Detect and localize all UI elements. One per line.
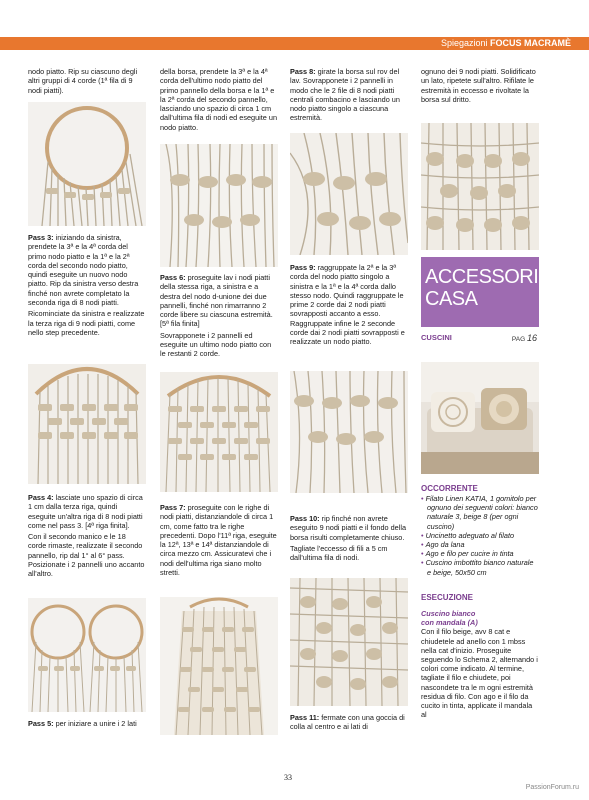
- photo-cushions: [421, 362, 539, 474]
- rows-illustration: [160, 372, 278, 492]
- pass8-label: Pass 8:: [290, 67, 316, 76]
- header-title: FOCUS MACRAMÈ: [490, 38, 571, 48]
- accessori-casa-banner: [421, 257, 539, 327]
- col2-pass6-block: [160, 273, 278, 361]
- pass9-text: raggruppate la 2ª e la 3ª corda del nodo piatto singolo a sinistra e la 1ª e la 4ª corda dallo stesso nodo. Quindi raggruppate le prime 2 corde dai 2 nodi piatti sovrapposti accanto a esso. Raggruppate infine le 2 seconde corde dai 2 nodi piatti sovrapposti e realizzate un nodo piatto.: [290, 263, 405, 347]
- occorrente-list: [421, 494, 539, 577]
- esecuzione-sub2: con mandala (A): [421, 618, 478, 628]
- bottom-knots-illustration: [290, 371, 408, 493]
- photo-rows: [160, 372, 278, 492]
- pass3-text2: Ricominciate da sinistra e realizzate la terza riga di 9 nodi piatti, come nello step precedente.: [28, 309, 145, 337]
- col1-pass4-block: [28, 493, 146, 581]
- pass9-label: Pass 9:: [290, 263, 316, 272]
- esecuzione-block: [421, 609, 539, 719]
- header-section: Spiegazioni: [440, 38, 488, 48]
- banner-line1: ACCESSORI: [425, 266, 539, 288]
- banner-line2: CASA: [425, 288, 478, 310]
- bag-closeup-illustration: [421, 123, 539, 250]
- photo-ring-knots: [28, 364, 146, 484]
- col2-pass7-block: [160, 503, 278, 579]
- pass10-text: rip finché non avrete eseguito 9 nodi piatti e il fondo della borsa risulti completamente chiuso.: [290, 514, 407, 542]
- col3-pass11-block: [290, 713, 408, 734]
- photo-two-rings: [28, 598, 146, 712]
- page-ref-number: 16: [526, 333, 537, 343]
- occorrente-item: • Uncinetto adeguato al filato: [421, 530, 515, 540]
- pass11-text: fermate con una goccia di colla al centro e ai lati di: [290, 713, 405, 732]
- occorrente-item: • Ago e filo per cucire in tinta: [421, 549, 514, 559]
- page-ref-label: PAG: [511, 336, 526, 343]
- pass3-label: Pass 3:: [28, 233, 54, 242]
- photo-bag-full: [160, 597, 278, 735]
- col1-intro: nodo piatto. Rip su ciascuno degli altri gruppi di 4 corde (1ª fila di 9 nodi piatti).: [28, 67, 138, 95]
- col1-intro-block: [28, 67, 146, 97]
- photo-join-panels: [160, 144, 278, 267]
- pass7-label: Pass 7:: [160, 503, 186, 512]
- cuscini-title: CUSCINI: [421, 333, 452, 342]
- pass4-text2: Con il secondo manico e le 18 corde rimaste, realizzate il secondo pannello, rip dal 1° al 6° pass. Posizionate i 2 pannelli uno accanto all'altro.: [28, 532, 145, 579]
- pass6-text: proseguite lav i nodi piatti della stessa riga, a sinistra e a destra del nodo d-unione dei due pannelli, finché non rimarranno 2 corde libere su ciascuna estremità. [5ª fila finita]: [160, 273, 273, 329]
- pass10-text2: Tagliate l'eccesso di fili a 5 cm dall'ultima fila di nodi.: [290, 543, 388, 563]
- pass6-text2: Sovrapponete i 2 pannelli ed eseguite un ultimo nodo piatto con le restanti 2 corde.: [160, 330, 272, 359]
- photo-overlap: [290, 133, 408, 255]
- col1-pass5-block: [28, 719, 146, 730]
- esecuzione-sub1: Cuscino bianco: [421, 609, 476, 618]
- esecuzione-text: Con il filo beige, avv 8 cat e chiudetele ad anello con 1 mbss nella cat d'inizio. Proseguite seguendo lo Schema 2, alternando i colori come indicato. Al termine, tagliate il filo e chiudete, poi nascondete tra le m ogni estremità residua di filo. Con ago e il filo da cucito in tinta, applicate il mandala al: [421, 627, 538, 720]
- col3-pass8-block: [290, 67, 408, 125]
- occorrente-item: • Filato Linen KATIA, 1 gomitolo per ognuno dei seguenti colori: bianco naturale 3, beige 8 (per ogni cuscino): [421, 494, 538, 531]
- occorrente-item: • Cuscino imbottito bianco naturale e beige, 50x50 cm: [421, 558, 534, 577]
- two-rings-illustration: [28, 598, 146, 712]
- photo-ring-cords: [28, 102, 146, 226]
- photo-finished-bottom: [290, 578, 408, 706]
- photo-bag-closeup: [421, 123, 539, 250]
- occorrente-item: • Ago da lana: [421, 540, 465, 550]
- pass10-label: Pass 10:: [290, 514, 320, 523]
- pass3-text: iniziando da sinistra, prendete la 3ª e la 4ª corda del primo nodo piatto e la 1ª e la 2ª corda del secondo nodo piatto, quindi eseguite un nuovo nodo piatto. Rip da sinistra verso destra finché non avrete completato la seconda riga di 8 nodi piatti.: [28, 233, 139, 308]
- page-number: 33: [284, 773, 292, 782]
- ring-cords-illustration: [28, 102, 146, 226]
- photo-bottom-knots: [290, 371, 408, 493]
- pass4-label: Pass 4:: [28, 493, 54, 502]
- header-bar: [0, 37, 589, 50]
- bag-full-illustration: [160, 597, 278, 735]
- col4-intro-block: [421, 67, 539, 106]
- finished-bottom-illustration: [290, 578, 408, 706]
- col2-intro: della borsa, prendete la 3ª e la 4ª corda dell'ultimo nodo piatto del primo pannello della borsa e la 1ª e la 2ª corda del secondo pannello, lasciando uno spazio di circa 1 cm dall'ultima fila di nodi ed eseguite un nodo piatto.: [160, 67, 278, 132]
- ring-knots-illustration: [28, 364, 146, 484]
- occorrente-heading: OCCORRENTE: [421, 484, 478, 493]
- pass5-text: per iniziare a unire i 2 lati: [55, 719, 137, 728]
- pass7-text: proseguite con le righe di nodi piatti, distanziandole di circa 1 cm, come fatto tra le righe precedenti. Dopo l'11ª riga, eseguite la 12ª, 13ª e 14ª distanziandole di circa mezzo cm. Assicuratevi che i nodi dell'ultima riga siano molto stretti.: [160, 503, 277, 578]
- page-ref: [512, 333, 537, 343]
- overlap-illustration: [290, 133, 408, 255]
- pass6-label: Pass 6:: [160, 273, 186, 282]
- pass8-text: girate la borsa sul rov del lav. Sovrapponete i 2 pannelli in modo che le 2 file di 8 nodi piatti centrali combacino e lasciando un nodo piatto singolo a ciascuna estremità.: [290, 67, 400, 123]
- watermark: PassionForum.ru: [525, 784, 579, 791]
- cushions-illustration: [421, 362, 539, 474]
- col3-pass9-block: [290, 263, 408, 349]
- esecuzione-heading: ESECUZIONE: [421, 593, 474, 602]
- join-panels-illustration: [160, 144, 278, 267]
- pass5-label: Pass 5:: [28, 719, 54, 728]
- pass4-text: lasciate uno spazio di circa 1 cm dalla terza riga, quindi eseguite un'altra riga di 8 nodi piatti come nel pass 3. [4ª riga finita].: [28, 493, 143, 530]
- col1-pass3-block: [28, 233, 146, 339]
- cuscini-heading: [421, 333, 539, 342]
- col4-intro: ognuno dei 9 nodi piatti. Solidificato un lato, ripetete sull'altro. Rifilate le estremità in eccesso e rivoltate la borsa sul dritto.: [421, 67, 536, 104]
- col3-pass10-block: [290, 514, 408, 564]
- pass11-label: Pass 11:: [290, 713, 320, 722]
- col2-intro-block: [160, 67, 278, 134]
